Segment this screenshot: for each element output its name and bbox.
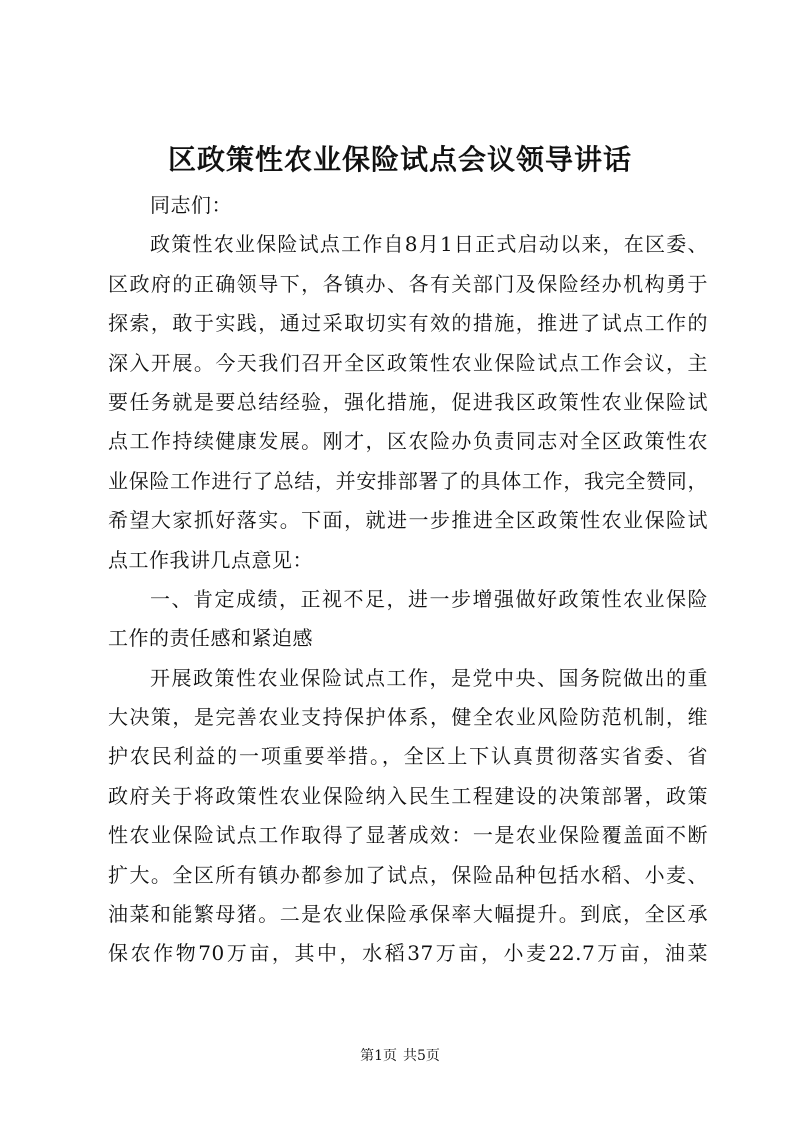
text-line: 开展政策性农业保险试点工作，是党中央、国务院做出的重 bbox=[150, 665, 708, 690]
text-line: 点工作我讲几点意见： bbox=[108, 547, 313, 572]
text-line: 大决策，是完善农业支持保护体系，健全农业风险防范机制，维 bbox=[108, 705, 708, 730]
document-title: 区政策性农业保险试点会议领导讲话 bbox=[167, 143, 632, 176]
text-line: 政策性农业保险试点工作自8月1日正式启动以来，在区委、 bbox=[150, 232, 708, 257]
text-line: 政府关于将政策性农业保险纳入民生工程建设的决策部署，政策 bbox=[108, 783, 708, 808]
text-line: 性农业保险试点工作取得了显著成效：一是农业保险覆盖面不断 bbox=[108, 823, 708, 848]
text-line: 业保险工作进行了总结，并安排部署了的具体工作，我完全赞同， bbox=[108, 468, 708, 493]
text-line: 点工作持续健康发展。刚才，区农险办负责同志对全区政策性农 bbox=[108, 429, 708, 454]
text-line: 一、肯定成绩，正视不足，进一步增强做好政策性农业保险 bbox=[150, 586, 708, 611]
text-line: 油菜和能繁母猪。二是农业保险承保率大幅提升。到底，全区承 bbox=[108, 902, 708, 927]
page-total: 共5页 bbox=[403, 1048, 440, 1064]
page-footer bbox=[0, 1046, 800, 1066]
text-line: 区政府的正确领导下，各镇办、各有关部门及保险经办机构勇于 bbox=[108, 271, 708, 296]
text-line: 扩大。全区所有镇办都参加了试点，保险品种包括水稻、小麦、 bbox=[108, 862, 708, 887]
text-line: 要任务就是要总结经验，强化措施，促进我区政策性农业保险试 bbox=[108, 389, 708, 414]
page-number: 第1页 bbox=[360, 1048, 397, 1064]
text-line: 深入开展。今天我们召开全区政策性农业保险试点工作会议，主 bbox=[108, 350, 708, 375]
document-body bbox=[108, 186, 708, 974]
text-line: 护农民利益的一项重要举措。，全区上下认真贯彻落实省委、省 bbox=[108, 744, 708, 769]
text-line: 希望大家抓好落实。下面，就进一步推进全区政策性农业保险试 bbox=[108, 508, 708, 533]
text-line: 探索，敢于实践，通过采取切实有效的措施，推进了试点工作的 bbox=[108, 311, 708, 336]
text-line: 工作的责任感和紧迫感 bbox=[108, 626, 313, 651]
text-line: 保农作物70万亩，其中，水稻37万亩，小麦22.7万亩，油菜 bbox=[108, 941, 708, 966]
text-line: 同志们： bbox=[150, 193, 232, 217]
